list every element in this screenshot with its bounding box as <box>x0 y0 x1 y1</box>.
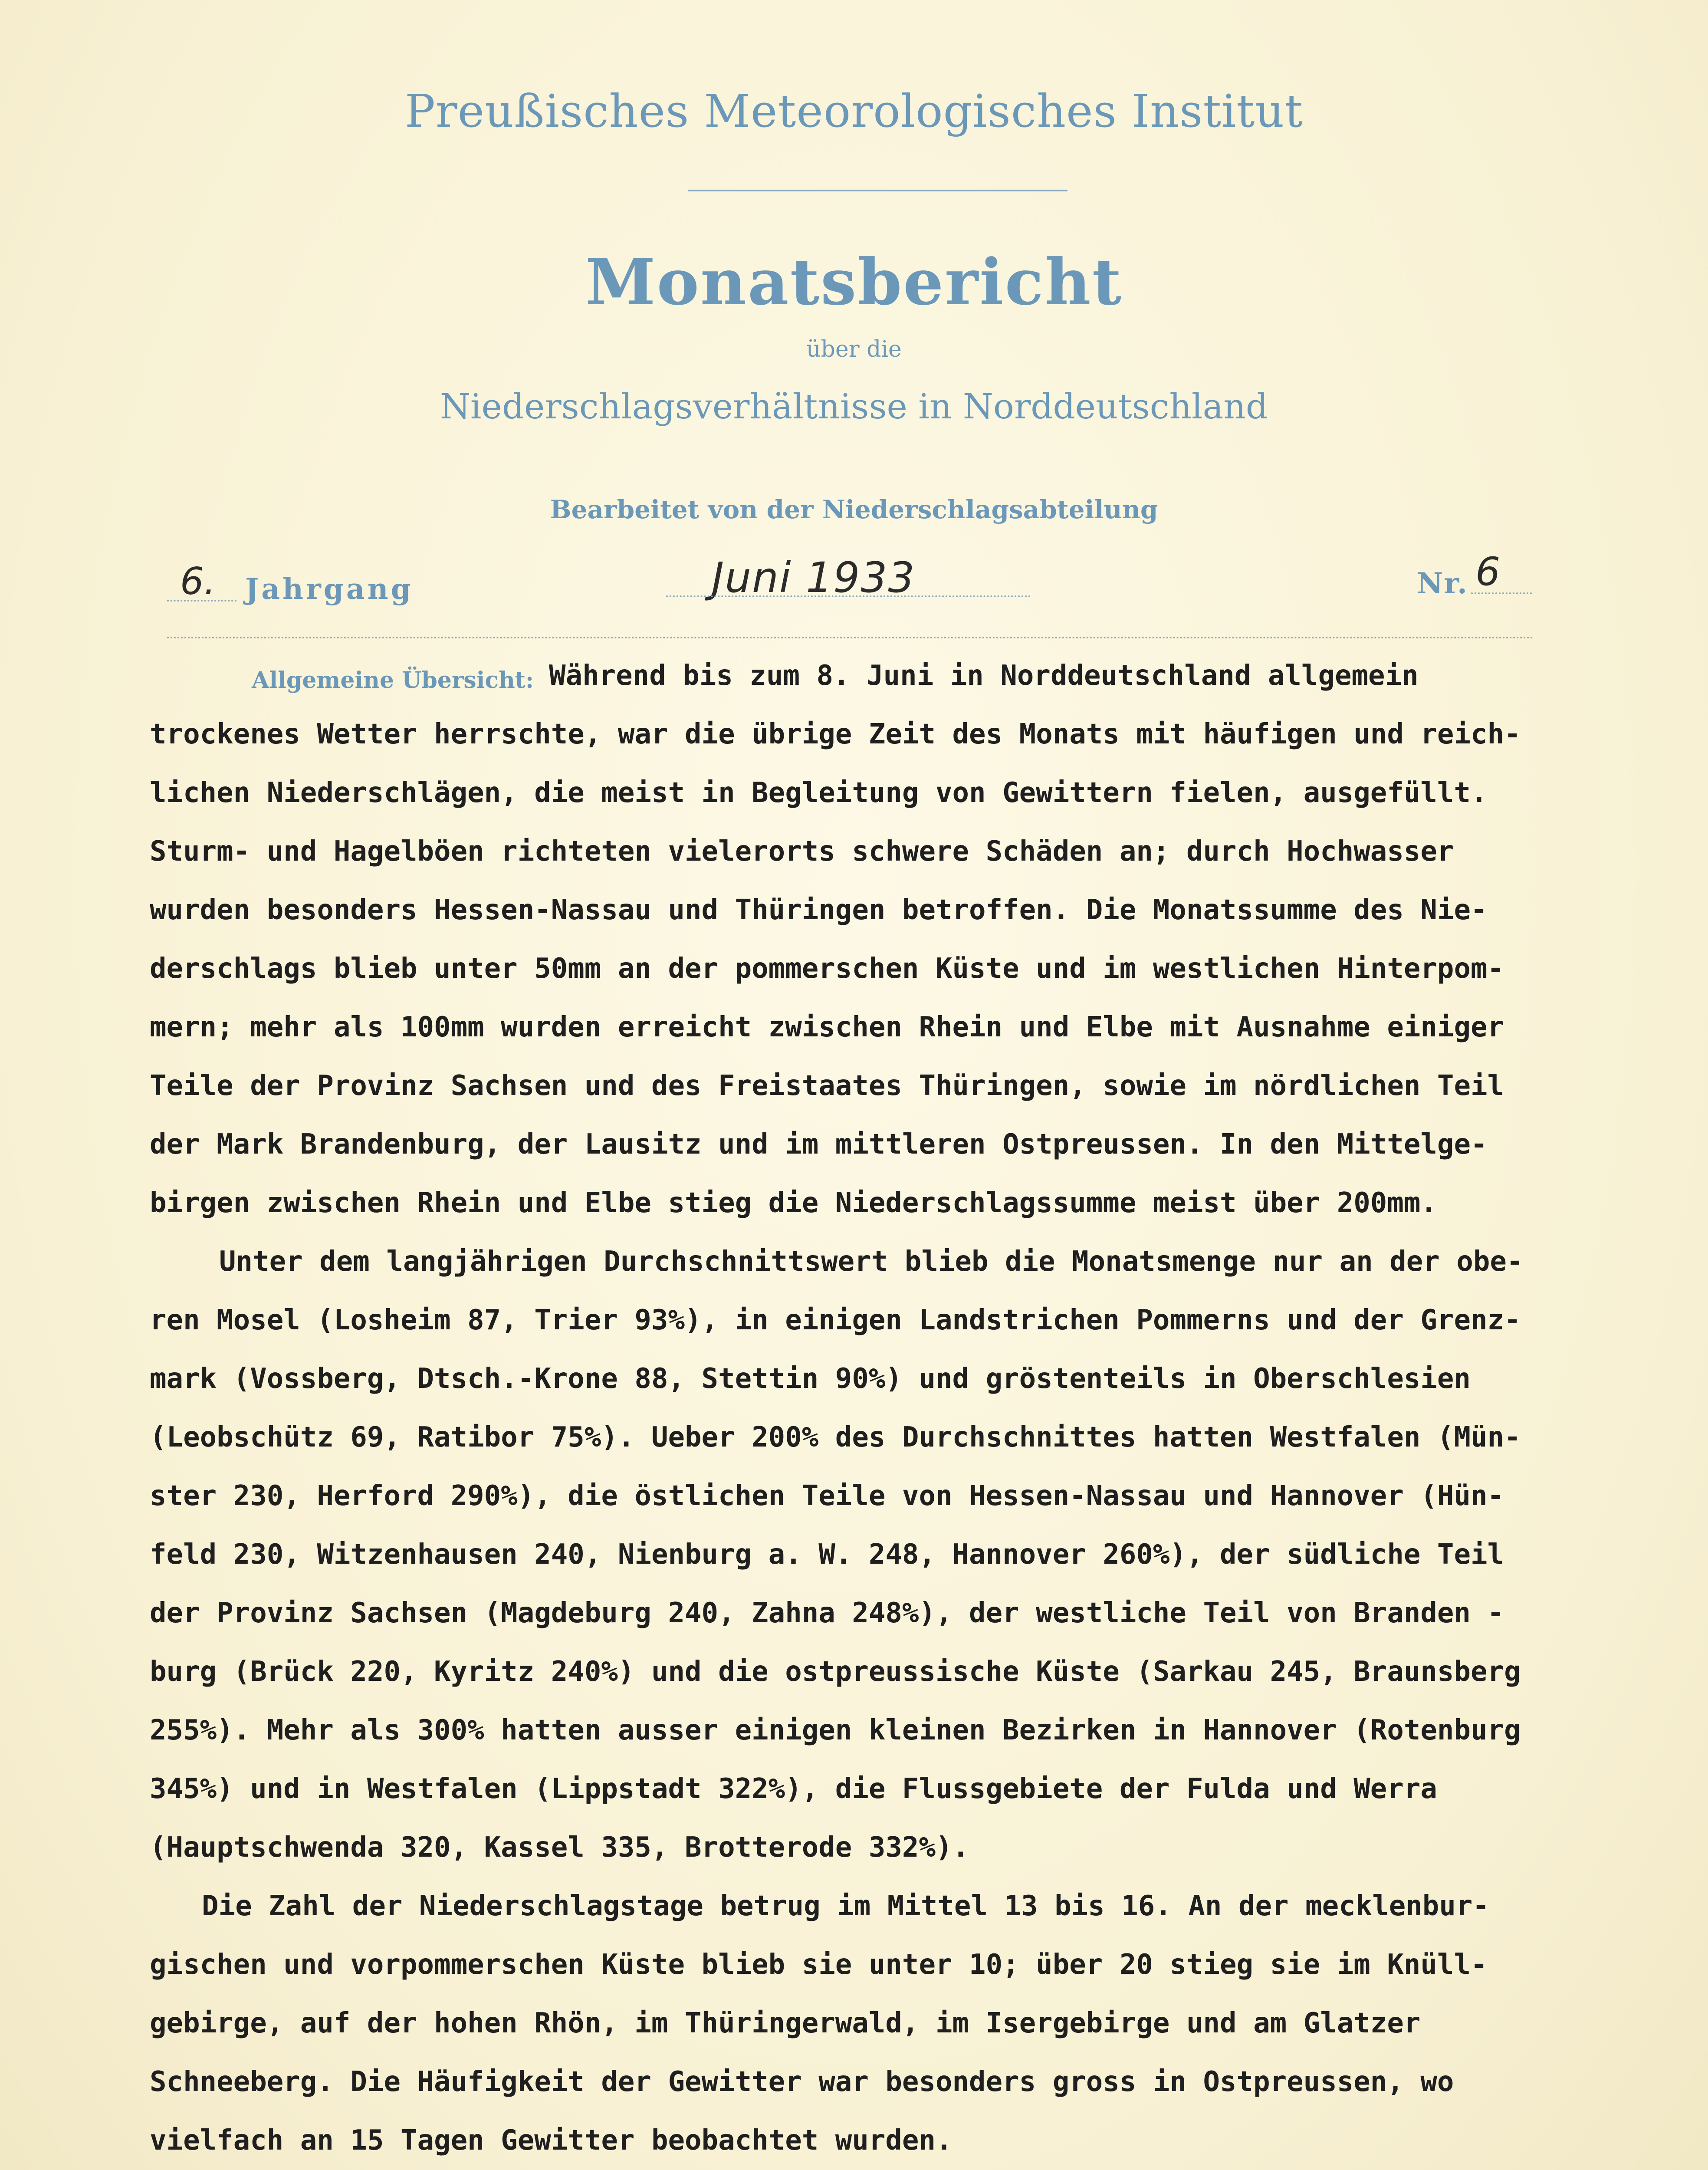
body-line: wurden besonders Hessen-Nassau und Thüringen betroffen. Die Monatssumme des Nie- <box>150 894 1488 926</box>
number-dotted-line <box>1471 592 1532 594</box>
report-subtitle-connector: über die <box>806 336 902 362</box>
month-dotted-line <box>666 595 1031 597</box>
body-line: burg (Brück 220, Kyritz 240%) und die ostpreussische Küste (Sarkau 245, Braunsberg <box>150 1656 1521 1688</box>
report-subject: Niederschlagsverhältnisse in Norddeutschland <box>440 386 1268 427</box>
body-line: Unter dem langjährigen Durchschnittswert blieb die Monatsmenge nur an der obe- <box>219 1246 1524 1278</box>
header-bottom-rule <box>167 637 1534 638</box>
volume-dotted-line <box>167 600 236 602</box>
issue-number-label: Nr. <box>1417 566 1468 600</box>
volume-label: Jahrgang <box>245 572 414 606</box>
body-line: Während bis zum 8. Juni in Norddeutschland allgemein <box>549 660 1419 692</box>
body-line: lichen Niederschlägen, die meist in Begleitung von Gewittern fielen, ausgefüllt. <box>150 777 1488 809</box>
body-line: Sturm- und Hagelböen richteten vielerorts schwere Schäden an; durch Hochwasser <box>150 835 1454 868</box>
body-line: der Mark Brandenburg, der Lausitz und im mittleren Ostpreussen. In den Mittelge- <box>150 1128 1488 1161</box>
body-line: 255%). Mehr als 300% hatten ausser einigen kleinen Bezirken in Hannover (Rotenburg <box>150 1714 1521 1746</box>
header-divider <box>688 190 1068 191</box>
editor-line: Bearbeitet von der Niederschlagsabteilung <box>550 495 1158 524</box>
body-line: birgen zwischen Rhein und Elbe stieg die Niederschlagssumme meist über 200mm. <box>150 1187 1437 1219</box>
body-line: trockenes Wetter herrschte, war die übrige Zeit des Monats mit häufigen und reich- <box>150 718 1521 750</box>
body-line: ster 230, Herford 290%), die östlichen Teile von Hessen-Nassau und Hannover (Hün- <box>150 1480 1504 1512</box>
volume-number: 6. <box>180 560 216 603</box>
body-line: vielfach an 15 Tagen Gewitter beobachtet wurden. <box>150 2124 953 2157</box>
body-line: Schneeberg. Die Häufigkeit der Gewitter war besonders gross in Ostpreussen, wo <box>150 2066 1454 2098</box>
body-line: mark (Vossberg, Dtsch.-Krone 88, Stettin 90%) und gröstenteils in Oberschlesien <box>150 1363 1471 1395</box>
body-line: feld 230, Witzenhausen 240, Nienburg a. W. 248, Hannover 260%), der südliche Teil <box>150 1539 1504 1571</box>
body-line: 345%) und in Westfalen (Lippstadt 322%), die Flussgebiete der Fulda und Werra <box>150 1773 1437 1805</box>
body-line: mern; mehr als 100mm wurden erreicht zwischen Rhein und Elbe mit Ausnahme einiger <box>150 1011 1504 1043</box>
overview-label: Allgemeine Übersicht: <box>252 667 534 694</box>
issue-number: 6 <box>1475 549 1501 595</box>
body-line: der Provinz Sachsen (Magdeburg 240, Zahna 248%), der westliche Teil von Branden - <box>150 1597 1504 1629</box>
body-line: Die Zahl der Niederschlagstage betrug im Mittel 13 bis 16. An der mecklenbur- <box>202 1890 1489 1922</box>
institute-name: Preußisches Meteorologisches Institut <box>404 85 1304 138</box>
report-title: Monatsbericht <box>585 245 1123 319</box>
body-line: gebirge, auf der hohen Rhön, im Thüringerwald, im Isergebirge und am Glatzer <box>150 2007 1421 2039</box>
body-line: gischen und vorpommerschen Küste blieb sie unter 10; über 20 stieg sie im Knüll- <box>150 1949 1488 1981</box>
body-line: (Leobschütz 69, Ratibor 75%). Ueber 200% des Durchschnittes hatten Westfalen (Mün- <box>150 1421 1521 1453</box>
issue-month: Juni 1933 <box>712 553 916 602</box>
body-line: Teile der Provinz Sachsen und des Freistaates Thüringen, sowie im nördlichen Teil <box>150 1070 1504 1102</box>
body-line: (Hauptschwenda 320, Kassel 335, Brotterode 332%). <box>150 1831 969 1864</box>
body-line: ren Mosel (Losheim 87, Trier 93%), in einigen Landstrichen Pommerns und der Grenz- <box>150 1304 1521 1336</box>
body-line: derschlags blieb unter 50mm an der pommerschen Küste und im westlichen Hinterpom- <box>150 953 1504 985</box>
